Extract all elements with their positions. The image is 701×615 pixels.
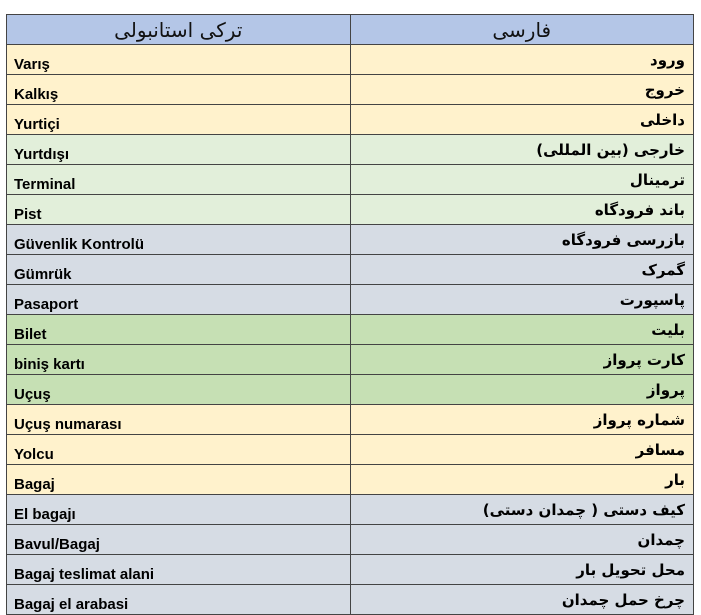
turkish-word-cell: Yurtdışı xyxy=(7,135,351,165)
table-row xyxy=(7,375,694,405)
persian-word-cell: چمدان xyxy=(350,525,694,555)
persian-word-cell: پرواز xyxy=(350,375,694,405)
turkish-word-cell: Bagaj teslimat alani xyxy=(7,555,351,585)
persian-word-cell: شماره پرواز xyxy=(350,405,694,435)
turkish-word-cell: El bagajı xyxy=(7,495,351,525)
turkish-word-cell: Uçuş numarası xyxy=(7,405,351,435)
persian-word-cell: ترمینال xyxy=(350,165,694,195)
turkish-word-cell: Bagaj xyxy=(7,465,351,495)
table-row xyxy=(7,525,694,555)
vocabulary-rows xyxy=(7,45,694,615)
persian-word-cell: کارت پرواز xyxy=(350,345,694,375)
turkish-word-cell: Yolcu xyxy=(7,435,351,465)
table-row xyxy=(7,555,694,585)
persian-word-cell: خارجی (بین المللی) xyxy=(350,135,694,165)
table-row xyxy=(7,465,694,495)
table-row xyxy=(7,75,694,105)
turkish-word-cell: Bagaj el arabasi xyxy=(7,585,351,615)
turkish-word-cell: Pist xyxy=(7,195,351,225)
vocabulary-table xyxy=(6,14,694,615)
persian-word-cell: مسافر xyxy=(350,435,694,465)
turkish-word-cell: Pasaport xyxy=(7,285,351,315)
turkish-word-cell: biniş kartı xyxy=(7,345,351,375)
table-row xyxy=(7,165,694,195)
table-row xyxy=(7,225,694,255)
table-row xyxy=(7,405,694,435)
table-row xyxy=(7,285,694,315)
turkish-word-cell: Varış xyxy=(7,45,351,75)
turkish-word-cell: Terminal xyxy=(7,165,351,195)
turkish-word-cell: Kalkış xyxy=(7,75,351,105)
persian-column-header: فارسی xyxy=(350,15,694,45)
turkish-word-cell: Gümrük xyxy=(7,255,351,285)
table-row xyxy=(7,45,694,75)
persian-word-cell: بازرسی فرودگاه xyxy=(350,225,694,255)
persian-word-cell: بلیت xyxy=(350,315,694,345)
table-row xyxy=(7,345,694,375)
table-row xyxy=(7,495,694,525)
persian-word-cell: چرخ حمل چمدان xyxy=(350,585,694,615)
turkish-word-cell: Bilet xyxy=(7,315,351,345)
persian-word-cell: بار xyxy=(350,465,694,495)
persian-word-cell: گمرک xyxy=(350,255,694,285)
table-row xyxy=(7,255,694,285)
table-row xyxy=(7,135,694,165)
persian-word-cell: کیف دستی ( چمدان دستی) xyxy=(350,495,694,525)
persian-word-cell: ورود xyxy=(350,45,694,75)
turkish-word-cell: Bavul/Bagaj xyxy=(7,525,351,555)
table-row xyxy=(7,105,694,135)
turkish-word-cell: Uçuş xyxy=(7,375,351,405)
persian-word-cell: محل تحویل بار xyxy=(350,555,694,585)
persian-word-cell: داخلی xyxy=(350,105,694,135)
persian-word-cell: پاسپورت xyxy=(350,285,694,315)
turkish-word-cell: Yurtiçi xyxy=(7,105,351,135)
table-row xyxy=(7,315,694,345)
table-row xyxy=(7,585,694,615)
turkish-column-header: ترکی استانبولی xyxy=(7,15,351,45)
table-header-row xyxy=(7,15,694,45)
persian-word-cell: خروج xyxy=(350,75,694,105)
turkish-word-cell: Güvenlik Kontrolü xyxy=(7,225,351,255)
table-row xyxy=(7,195,694,225)
persian-word-cell: باند فرودگاه xyxy=(350,195,694,225)
table-row xyxy=(7,435,694,465)
